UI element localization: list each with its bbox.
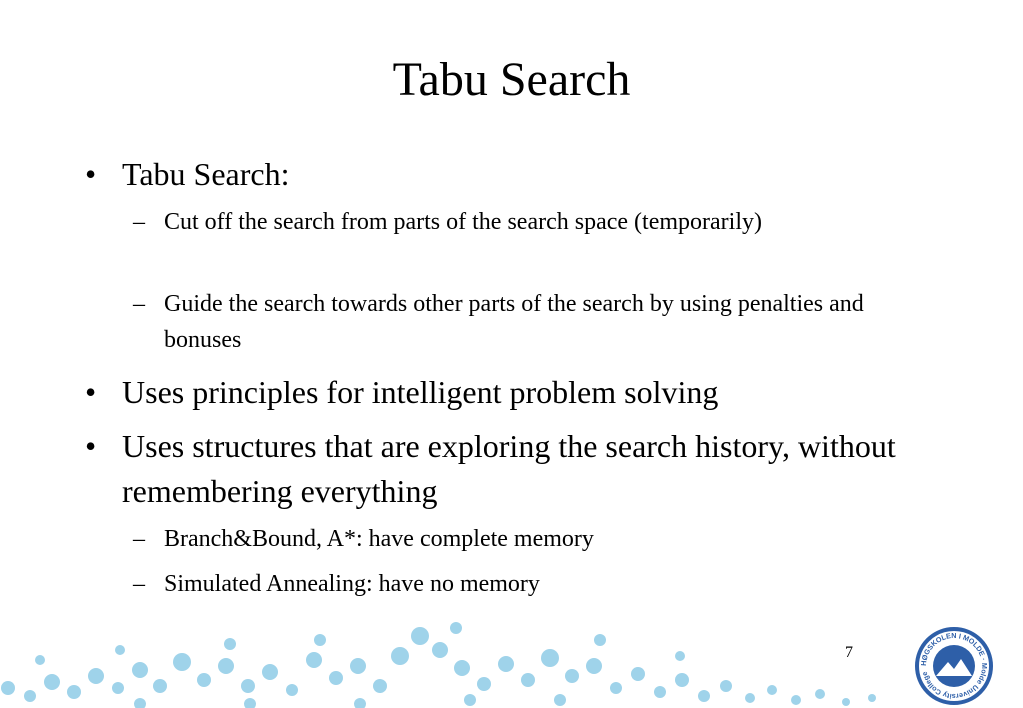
sub-bullet-marker: –	[133, 209, 145, 235]
bullet-marker: •	[85, 156, 97, 192]
decorative-dot	[132, 662, 148, 678]
decorative-dot	[24, 690, 36, 702]
decorative-dot	[767, 685, 777, 695]
decorative-dot	[44, 674, 60, 690]
bullet-text: Uses principles for intelligent problem solving	[122, 374, 719, 410]
decorative-dot	[698, 690, 710, 702]
decorative-dot	[745, 693, 755, 703]
bullet-marker: •	[85, 374, 97, 410]
decorative-dot	[432, 642, 448, 658]
decorative-dot	[791, 695, 801, 705]
sub-bullet-marker: –	[133, 291, 145, 317]
decorative-dot	[675, 673, 689, 687]
page-number: 7	[845, 644, 853, 661]
bullet-item	[85, 152, 912, 197]
decorative-dot	[610, 682, 622, 694]
decorative-dot	[675, 651, 685, 661]
decorative-dot	[631, 667, 645, 681]
decorative-dot	[450, 622, 462, 634]
decorative-dot	[173, 653, 191, 671]
bullet-item	[85, 424, 912, 514]
decorative-dot	[286, 684, 298, 696]
decorative-dot	[67, 685, 81, 699]
decorative-dot	[815, 689, 825, 699]
decorative-dot-pattern	[0, 600, 900, 708]
decorative-dot	[88, 668, 104, 684]
decorative-dot	[112, 682, 124, 694]
decorative-dot	[1, 681, 15, 695]
decorative-dot	[842, 698, 850, 706]
decorative-dot	[218, 658, 234, 674]
decorative-dot	[594, 634, 606, 646]
decorative-dot	[197, 673, 211, 687]
bullet-marker: •	[85, 428, 97, 464]
decorative-dot	[354, 698, 366, 708]
sub-bullet-text: Cut off the search from parts of the search space (temporarily)	[164, 209, 762, 235]
slide-title: Tabu Search	[392, 53, 631, 106]
decorative-dot	[464, 694, 476, 706]
decorative-dot	[541, 649, 559, 667]
decorative-dot	[115, 645, 125, 655]
decorative-dot	[554, 694, 566, 706]
decorative-dot	[565, 669, 579, 683]
decorative-dot	[373, 679, 387, 693]
sub-bullet-item	[133, 566, 924, 602]
bullet-text: Tabu Search:	[122, 156, 290, 192]
sub-bullet-marker: –	[133, 526, 145, 552]
decorative-dot	[241, 679, 255, 693]
decorative-dot	[35, 655, 45, 665]
decorative-dot	[586, 658, 602, 674]
decorative-dot	[868, 694, 876, 702]
decorative-dot	[477, 677, 491, 691]
bullet-text: Uses structures that are exploring the search history, without remembering everything	[122, 428, 896, 509]
decorative-dot	[720, 680, 732, 692]
sub-bullet-text: Simulated Annealing: have no memory	[164, 571, 540, 597]
sub-bullet-marker: –	[133, 571, 145, 597]
sub-bullet-item	[133, 521, 924, 557]
decorative-dot	[391, 647, 409, 665]
decorative-dot	[262, 664, 278, 680]
college-logo	[914, 626, 994, 706]
svg-text:HØGSKOLEN I MOLDE · Molde Univ: HØGSKOLEN I MOLDE · Molde University College	[918, 630, 990, 702]
decorative-dot	[411, 627, 429, 645]
decorative-dot	[224, 638, 236, 650]
sub-bullet-text: Guide the search towards other parts of the search by using penalties and bonuses	[164, 291, 864, 353]
decorative-dot	[654, 686, 666, 698]
decorative-dot	[153, 679, 167, 693]
decorative-dot	[314, 634, 326, 646]
sub-bullet-text: Branch&Bound, A*: have complete memory	[164, 526, 594, 552]
sub-bullet-item	[133, 286, 924, 358]
decorative-dot	[521, 673, 535, 687]
sub-bullet-item	[133, 204, 924, 240]
decorative-dot	[244, 698, 256, 708]
bullet-item	[85, 370, 912, 415]
decorative-dot	[454, 660, 470, 676]
decorative-dot	[350, 658, 366, 674]
decorative-dot	[306, 652, 322, 668]
decorative-dot	[134, 698, 146, 708]
decorative-dot	[498, 656, 514, 672]
decorative-dot	[329, 671, 343, 685]
